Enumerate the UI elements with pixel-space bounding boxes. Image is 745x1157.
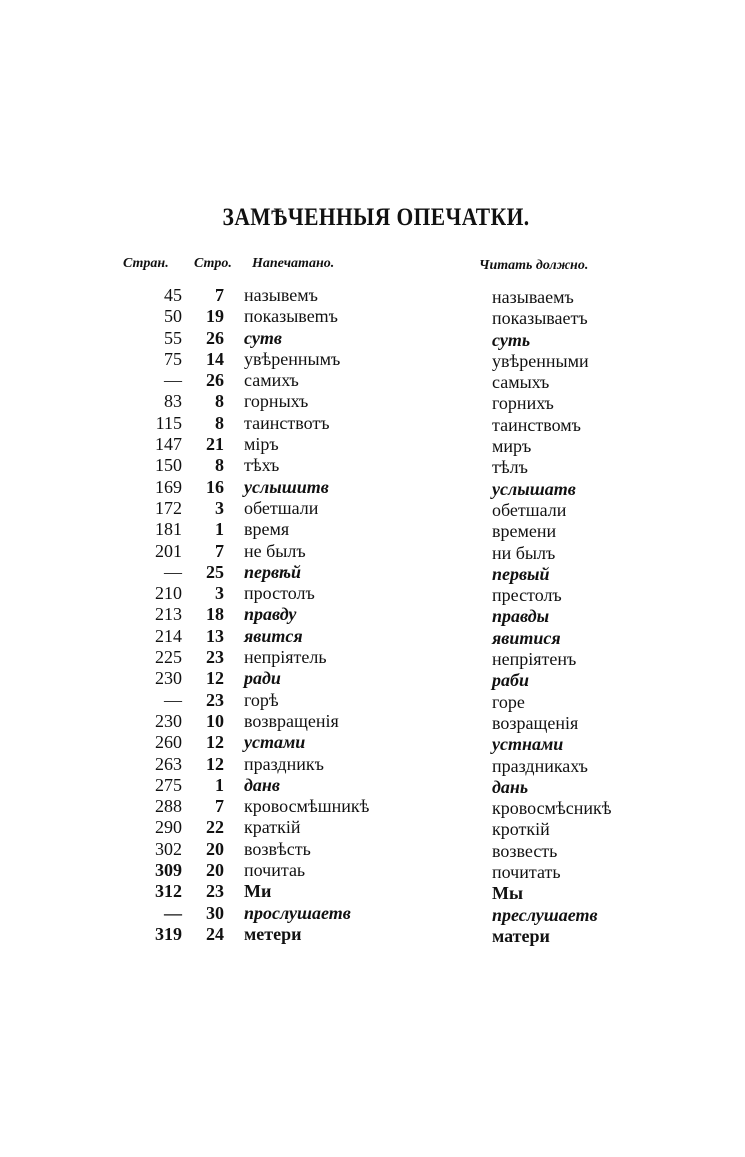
- errata-line-number: 7: [215, 796, 224, 817]
- errata-page-number: 214: [155, 625, 182, 646]
- errata-line-number: 19: [206, 306, 224, 327]
- errata-correct-text: кровосмѣсникѣ: [492, 798, 612, 819]
- errata-printed-text: кровосмѣшникѣ: [244, 796, 370, 817]
- errata-correct-text: Мы: [492, 883, 524, 904]
- errata-printed-text: не былъ: [244, 540, 306, 561]
- errata-printed-text: увѣреннымъ: [244, 348, 341, 369]
- errata-printed-text: ради: [244, 668, 281, 689]
- errata-page-number: —: [164, 370, 182, 391]
- errata-correct-text: раби: [492, 670, 529, 691]
- errata-line-number: 26: [206, 370, 224, 391]
- errata-page-number: 181: [155, 519, 182, 540]
- page-title: ЗАМѢЧЕННЫЯ ОПЕЧАТКИ.: [222, 204, 530, 231]
- errata-printed-text: обетшали: [244, 497, 319, 518]
- errata-row: [0, 839, 745, 860]
- errata-line-number: 21: [206, 434, 224, 455]
- errata-correct-text: горнихъ: [492, 393, 554, 414]
- errata-line-number: 10: [206, 710, 224, 731]
- errata-printed-text: непріятель: [244, 647, 327, 668]
- errata-row: [0, 370, 745, 391]
- errata-line-number: 7: [215, 285, 224, 305]
- errata-correct-text: миръ: [492, 436, 532, 457]
- errata-page-number: 213: [155, 604, 182, 625]
- errata-line-number: 7: [215, 540, 224, 561]
- errata-page-number: 210: [155, 583, 182, 604]
- errata-line-number: 30: [206, 902, 224, 923]
- errata-printed-text: показывеmъ: [244, 306, 338, 327]
- errata-line-number: 24: [206, 923, 224, 944]
- errata-page-number: 115: [155, 412, 182, 433]
- errata-line-number: 12: [206, 668, 224, 689]
- errata-page-number: —: [164, 689, 182, 710]
- errata-line-number: 8: [215, 412, 224, 433]
- errata-row: [0, 285, 745, 306]
- errata-row: [0, 860, 745, 881]
- errata-correct-text: преслушаетв: [492, 904, 598, 925]
- errata-line-number: 16: [206, 476, 224, 497]
- errata-correct-text: тѣлъ: [492, 457, 528, 478]
- errata-page-number: 172: [155, 497, 182, 518]
- errata-page-number: 312: [155, 881, 182, 902]
- errata-correct-text: почитать: [492, 862, 561, 883]
- errata-printed-text: праздникъ: [244, 753, 324, 774]
- errata-row: [0, 455, 745, 476]
- errata-page-number: 169: [155, 476, 182, 497]
- errata-row: [0, 732, 745, 753]
- errata-row: [0, 754, 745, 775]
- errata-line-number: 23: [206, 689, 224, 710]
- errata-line-number: 25: [206, 561, 224, 582]
- errata-row: [0, 391, 745, 412]
- errata-correct-text: праздникахъ: [492, 755, 588, 776]
- errata-row: [0, 690, 745, 711]
- errata-correct-text: правды: [492, 606, 550, 627]
- errata-page-number: 55: [164, 327, 182, 348]
- errata-correct-text: возращенія: [492, 712, 579, 733]
- errata-printed-text: простолъ: [244, 583, 315, 604]
- errata-printed-text: устами: [244, 732, 306, 753]
- errata-line-number: 22: [206, 817, 224, 838]
- errata-correct-text: таинствомъ: [492, 414, 581, 435]
- errata-correct-text: дань: [492, 776, 529, 797]
- errata-printed-text: метери: [244, 923, 302, 944]
- errata-page-number: 225: [155, 647, 182, 668]
- errata-printed-text: время: [244, 519, 290, 540]
- errata-printed-text: возвращенія: [244, 710, 339, 731]
- errata-page-number: 260: [155, 732, 182, 753]
- errata-row: [0, 306, 745, 327]
- errata-line-number: 14: [206, 348, 224, 369]
- errata-page-number: 290: [155, 817, 182, 838]
- errata-correct-text: суть: [492, 329, 531, 350]
- errata-page-number: 230: [155, 668, 182, 689]
- errata-row: [0, 924, 745, 945]
- errata-page-number: 288: [155, 796, 182, 817]
- errata-row: [0, 817, 745, 838]
- errata-row: [0, 519, 745, 540]
- errata-correct-text: показываетъ: [492, 308, 588, 329]
- errata-correct-text: явитися: [492, 627, 561, 648]
- errata-line-number: 18: [206, 604, 224, 625]
- errata-line-number: 3: [215, 497, 224, 518]
- errata-page-number: 263: [155, 753, 182, 774]
- errata-printed-text: первѣй: [244, 561, 302, 582]
- errata-row: [0, 881, 745, 902]
- errata-line-number: 1: [215, 519, 224, 540]
- errata-line-number: 8: [215, 391, 224, 412]
- errata-printed-text: возвѣсть: [244, 838, 311, 859]
- errata-correct-text: возвесть: [492, 840, 558, 861]
- errata-row: [0, 328, 745, 349]
- errata-printed-text: горѣ: [244, 689, 279, 710]
- errata-line-number: 23: [206, 647, 224, 668]
- errata-line-number: 20: [206, 860, 224, 881]
- errata-page-number: 309: [155, 860, 182, 881]
- errata-printed-text: горныхъ: [244, 391, 309, 412]
- header-page: Стран.: [123, 256, 169, 271]
- errata-printed-text: прослушаетв: [244, 902, 351, 923]
- errata-page-number: —: [164, 561, 182, 582]
- errata-row: [0, 434, 745, 455]
- errata-correct-text: увѣренными: [492, 350, 589, 371]
- errata-correct-text: горе: [492, 691, 525, 712]
- errata-correct-text: времени: [492, 521, 557, 542]
- errata-correct-text: самыхъ: [492, 372, 550, 393]
- errata-printed-text: данв: [244, 774, 280, 795]
- errata-line-number: 3: [215, 583, 224, 604]
- header-line: Стро.: [194, 256, 232, 271]
- errata-correct-text: непріятенъ: [492, 649, 577, 670]
- errata-page-number: 83: [164, 391, 182, 412]
- errata-printed-text: правду: [244, 604, 297, 625]
- errata-page-number: 319: [155, 923, 182, 944]
- errata-row: [0, 541, 745, 562]
- errata-correct-text: престолъ: [492, 585, 562, 606]
- errata-printed-text: міръ: [244, 434, 279, 455]
- errata-row: [0, 349, 745, 370]
- errata-page-number: 45: [164, 285, 182, 305]
- errata-line-number: 8: [215, 455, 224, 476]
- errata-page-number: 150: [155, 455, 182, 476]
- errata-row: [0, 903, 745, 924]
- errata-correct-text: услышатв: [492, 478, 576, 499]
- errata-printed-text: таинствотъ: [244, 412, 330, 433]
- errata-correct-text: называемъ: [492, 287, 574, 307]
- errata-line-number: 23: [206, 881, 224, 902]
- errata-row: [0, 604, 745, 625]
- errata-row: [0, 562, 745, 583]
- errata-printed-text: самихъ: [244, 370, 299, 391]
- errata-row: [0, 626, 745, 647]
- errata-line-number: 1: [215, 774, 224, 795]
- errata-row: [0, 668, 745, 689]
- errata-correct-text: первый: [492, 563, 550, 584]
- errata-printed-text: назывемъ: [244, 285, 318, 305]
- errata-line-number: 13: [206, 625, 224, 646]
- errata-table: [0, 285, 745, 945]
- errata-line-number: 12: [206, 732, 224, 753]
- header-printed: Напечатано.: [252, 256, 335, 271]
- errata-page-number: 275: [155, 774, 182, 795]
- errata-correct-text: обетшали: [492, 499, 567, 520]
- errata-row: [0, 583, 745, 604]
- errata-correct-text: матери: [492, 925, 550, 946]
- errata-printed-text: краткій: [244, 817, 301, 838]
- errata-page-number: 75: [164, 348, 182, 369]
- errata-page-number: 201: [155, 540, 182, 561]
- errata-page-number: 147: [155, 434, 182, 455]
- errata-correct-text: кроткій: [492, 819, 550, 840]
- errata-printed-text: тѣхъ: [244, 455, 280, 476]
- errata-row: [0, 413, 745, 434]
- errata-printed-text: явится: [244, 625, 303, 646]
- errata-row: [0, 477, 745, 498]
- errata-row: [0, 647, 745, 668]
- errata-page-number: 50: [164, 306, 182, 327]
- errata-correct-text: ни былъ: [492, 542, 556, 563]
- errata-row: [0, 498, 745, 519]
- header-read: Читать должно.: [479, 258, 589, 273]
- errata-row: [0, 711, 745, 732]
- errata-printed-text: услышитв: [244, 476, 329, 497]
- errata-line-number: 26: [206, 327, 224, 348]
- errata-line-number: 20: [206, 838, 224, 859]
- errata-line-number: 12: [206, 753, 224, 774]
- errata-page-number: —: [164, 902, 182, 923]
- errata-printed-text: почитаь: [244, 860, 306, 881]
- errata-row: [0, 796, 745, 817]
- errata-page-number: 302: [155, 838, 182, 859]
- errata-printed-text: сутв: [244, 327, 282, 348]
- errata-row: [0, 775, 745, 796]
- errata-page-number: 230: [155, 710, 182, 731]
- errata-printed-text: Ми: [244, 881, 272, 902]
- errata-correct-text: устнами: [492, 734, 564, 755]
